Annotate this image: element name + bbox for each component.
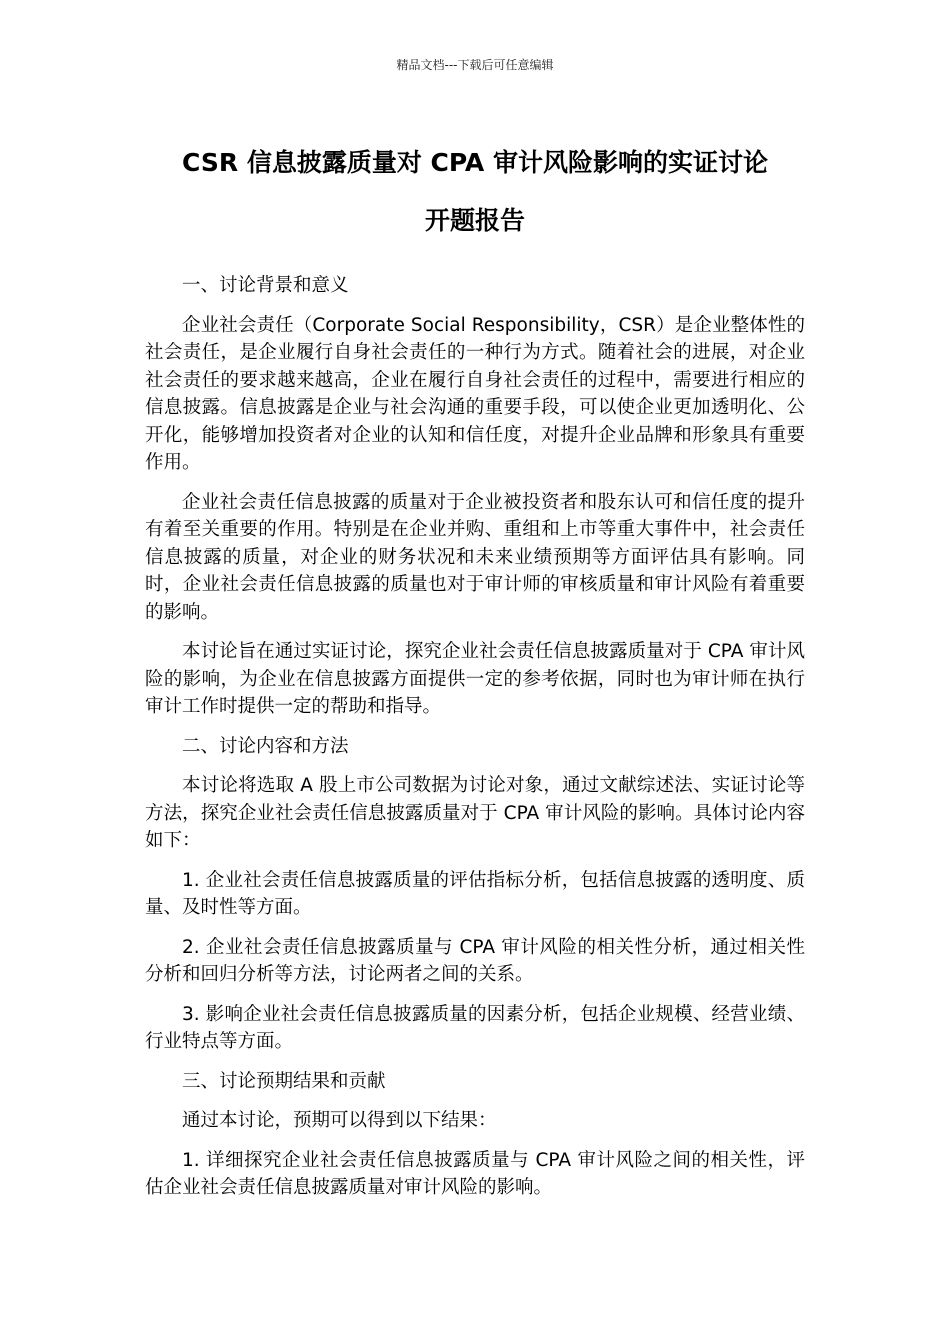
title-line-1: CSR 信息披露质量对 CPA 审计风险影响的实证讨论 xyxy=(182,148,768,177)
header-note: 精品文档---下载后可任意编辑 xyxy=(396,58,554,72)
section-2-item-1: 1. 企业社会责任信息披露质量的评估指标分析，包括信息披露的透明度、质量、及时性等方面。 xyxy=(145,869,805,918)
section-3-paragraph-1: 通过本讨论，预期可以得到以下结果： xyxy=(182,1110,497,1131)
section-1-heading: 一、讨论背景和意义 xyxy=(182,275,349,296)
section-1-paragraph-3: 本讨论旨在通过实证讨论，探究企业社会责任信息披露质量对于 CPA 审计风险的影响，为企业在信息披露方面提供一定的参考依据，同时也为审计师在执行审计工作时提供一定的帮助和指导。 xyxy=(145,641,805,717)
document-title xyxy=(140,134,810,250)
section-1-paragraph-2: 企业社会责任信息披露的质量对于企业被投资者和股东认可和信任度的提升有着至关重要的作用。特别是在企业并购、重组和上市等重大事件中，社会责任信息披露的质量，对企业的财务状况和未来业绩预期等方面评估具有影响。同时，企业社会责任信息披露的质量也对于审计师的审核质量和审计风险有着重要的影响。 xyxy=(145,491,805,623)
section-3-item-1: 1. 详细探究企业社会责任信息披露质量与 CPA 审计风险之间的相关性，评估企业社会责任信息披露质量对审计风险的影响。 xyxy=(145,1149,805,1198)
section-2-item-2: 2. 企业社会责任信息披露质量与 CPA 审计风险的相关性分析，通过相关性分析和回归分析等方法，讨论两者之间的关系。 xyxy=(145,936,805,985)
document-body xyxy=(145,272,805,1214)
section-3-heading: 三、讨论预期结果和贡献 xyxy=(182,1070,386,1092)
section-2-paragraph-1: 本讨论将选取 A 股上市公司数据为讨论对象，通过文献综述法、实证讨论等方法，探究企业社会责任信息披露质量对于 CPA 审计风险的影响。具体讨论内容如下： xyxy=(145,775,805,851)
title-line-2: 开题报告 xyxy=(424,206,525,235)
section-2-item-3: 3. 影响企业社会责任信息披露质量的因素分析，包括企业规模、经营业绩、行业特点等方面。 xyxy=(145,1003,805,1052)
section-1-paragraph-1: 企业社会责任（Corporate Social Responsibility，CSR）是企业整体性的社会责任，是企业履行自身社会责任的一种行为方式。随着社会的进展，对企业社会责任的要求越来越高，企业在履行自身社会责任的过程中，需要进行相应的信息披露。信息披露是企业与社会沟通的重要手段，可以使企业更加透明化、公开化，能够增加投资者对企业的认知和信任度，对提升企业品牌和形象具有重要作用。 xyxy=(145,314,805,473)
section-2-heading: 二、讨论内容和方法 xyxy=(182,735,349,757)
